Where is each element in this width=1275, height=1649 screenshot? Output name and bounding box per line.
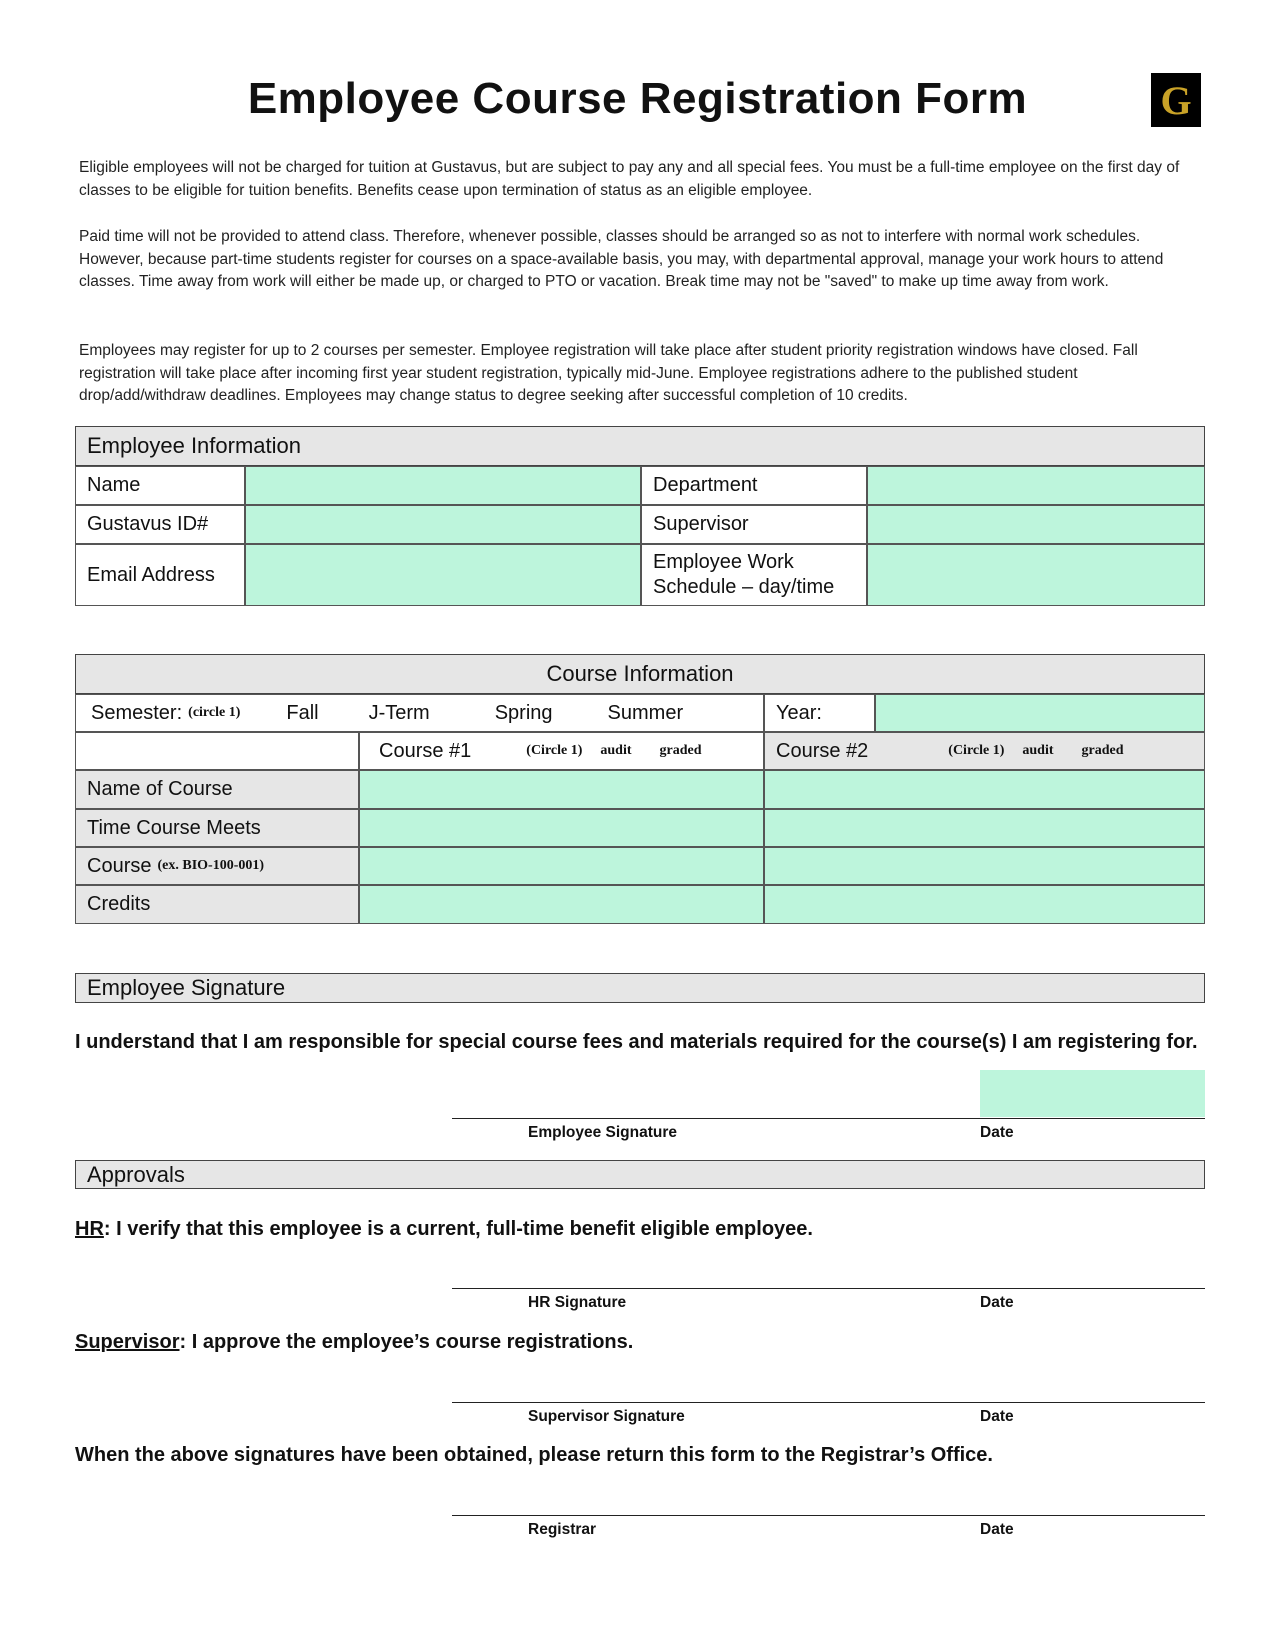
course-2-label: Course #2	[776, 739, 869, 762]
employee-signature-header: Employee Signature	[75, 973, 1205, 1003]
course-2-audit-option[interactable]: audit	[1022, 743, 1054, 758]
course-1-graded-option[interactable]: graded	[659, 743, 702, 758]
year-field[interactable]	[875, 694, 1205, 732]
registrar-label: Registrar	[528, 1521, 597, 1538]
gustavus-id-label: Gustavus ID#	[75, 505, 245, 544]
registrar-signature-line[interactable]	[452, 1515, 1205, 1516]
course-2-header	[764, 732, 1205, 770]
supervisor-text: : I approve the employee’s course registrations.	[179, 1331, 634, 1353]
course-2-name-field[interactable]	[764, 770, 1205, 809]
name-field[interactable]	[245, 466, 641, 505]
semester-label: Semester:	[91, 701, 183, 724]
return-instruction: When the above signatures have been obtained, please return this form to the Registrar’s Office.	[75, 1444, 993, 1466]
signature-date-field[interactable]	[980, 1070, 1205, 1117]
course-2-time-field[interactable]	[764, 809, 1205, 847]
course-1-audit-option[interactable]: audit	[600, 743, 632, 758]
work-schedule-field[interactable]	[867, 544, 1205, 606]
course-1-code-field[interactable]	[359, 847, 764, 885]
course-row-label: Name of Course	[75, 770, 359, 809]
work-schedule-label-line-1: Employee Work	[653, 551, 794, 573]
gustavus-logo-icon	[1151, 73, 1201, 127]
course-1-time-field[interactable]	[359, 809, 764, 847]
intro-paragraph-2	[79, 226, 1204, 294]
hr-date-label: Date	[980, 1294, 1014, 1311]
supervisor-label: Supervisor	[641, 505, 867, 544]
email-label: Email Address	[75, 544, 245, 606]
hr-signature-label: HR Signature	[528, 1294, 627, 1311]
employee-signature-label: Employee Signature	[528, 1124, 678, 1141]
course-row-label	[75, 847, 359, 885]
supervisor-date-label: Date	[980, 1408, 1014, 1425]
course-2-circle-hint: (Circle 1)	[948, 743, 1005, 758]
work-schedule-label-line-2: Schedule – day/time	[653, 576, 835, 598]
department-field[interactable]	[867, 466, 1205, 505]
hr-signature-line[interactable]	[452, 1288, 1205, 1289]
course-1-circle-hint: (Circle 1)	[526, 743, 583, 758]
approvals-header: Approvals	[75, 1160, 1205, 1189]
semester-option-summer[interactable]: Summer	[607, 701, 684, 724]
supervisor-prefix: Supervisor	[75, 1331, 180, 1353]
semester-row	[75, 694, 764, 732]
course-code-label: Course	[87, 854, 152, 877]
course-row-label: Credits	[75, 885, 359, 924]
supervisor-signature-line[interactable]	[452, 1402, 1205, 1403]
intro-text-3: Employees may register for up to 2 courses per semester. Employee registration will take place after student priority registration windows have closed. Fall registration will take place after incoming first year student registration, typically mid-June. Employee registrations adhere to the published student drop/add/withdraw deadlines. Employees may change status to degree seeking after successful completion of 10 credits.	[79, 342, 1138, 404]
hr-statement	[75, 1217, 1205, 1242]
employee-date-label: Date	[980, 1124, 1014, 1141]
page-title: Employee Course Registration Form	[247, 74, 1028, 123]
intro-text-1: Eligible employees will not be charged for tuition at Gustavus, but are subject to pay any and all special fees. You must be a full-time employee on the first day of classes to be eligible for tuition benefits. Benefits cease upon termination of status as an eligible employee.	[79, 159, 1180, 199]
supervisor-signature-label: Supervisor Signature	[528, 1408, 685, 1425]
course-1-credits-field[interactable]	[359, 885, 764, 924]
semester-option-jterm[interactable]: J-Term	[368, 701, 430, 724]
department-label: Department	[641, 466, 867, 505]
employee-signature-line[interactable]	[452, 1118, 1205, 1119]
course-code-hint: (ex. BIO-100-001)	[157, 858, 265, 873]
gustavus-id-field[interactable]	[245, 505, 641, 544]
course-header-blank	[75, 732, 359, 770]
responsibility-statement: I understand that I am responsible for special course fees and materials required for the course(s) I am registering for.	[75, 1031, 1198, 1053]
supervisor-field[interactable]	[867, 505, 1205, 544]
hr-prefix: HR	[75, 1218, 104, 1240]
semester-hint: (circle 1)	[188, 705, 241, 720]
semester-option-fall[interactable]: Fall	[286, 701, 319, 724]
year-label: Year:	[764, 694, 875, 732]
logo-letter: G	[1160, 77, 1192, 123]
intro-paragraph-1	[79, 157, 1204, 202]
course-2-credits-field[interactable]	[764, 885, 1205, 924]
course-1-header	[359, 732, 764, 770]
supervisor-statement	[75, 1330, 1205, 1355]
intro-paragraph-3	[79, 340, 1204, 408]
registrar-date-label: Date	[980, 1521, 1014, 1538]
course-1-name-field[interactable]	[359, 770, 764, 809]
course-info-header: Course Information	[75, 654, 1205, 694]
hr-text: : I verify that this employee is a current, full-time benefit eligible employee.	[103, 1218, 813, 1240]
name-label: Name	[75, 466, 245, 505]
employee-info-header: Employee Information	[75, 426, 1205, 466]
course-1-label: Course #1	[379, 739, 472, 762]
course-row-label: Time Course Meets	[75, 809, 359, 847]
course-2-code-field[interactable]	[764, 847, 1205, 885]
email-field[interactable]	[245, 544, 641, 606]
semester-option-spring[interactable]: Spring	[494, 701, 553, 724]
course-2-graded-option[interactable]: graded	[1081, 743, 1124, 758]
intro-text-2: Paid time will not be provided to attend class. Therefore, whenever possible, classes should be arranged so as not to interfere with normal work schedules. However, because part-time students register for courses on a space-available basis, you may, with departmental approval, manage your work hours to attend classes. Time away from work will either be made up, or charged to PTO or vacation. Break time may not be "saved" to make up time away from work.	[79, 228, 1164, 290]
work-schedule-label	[641, 544, 867, 606]
